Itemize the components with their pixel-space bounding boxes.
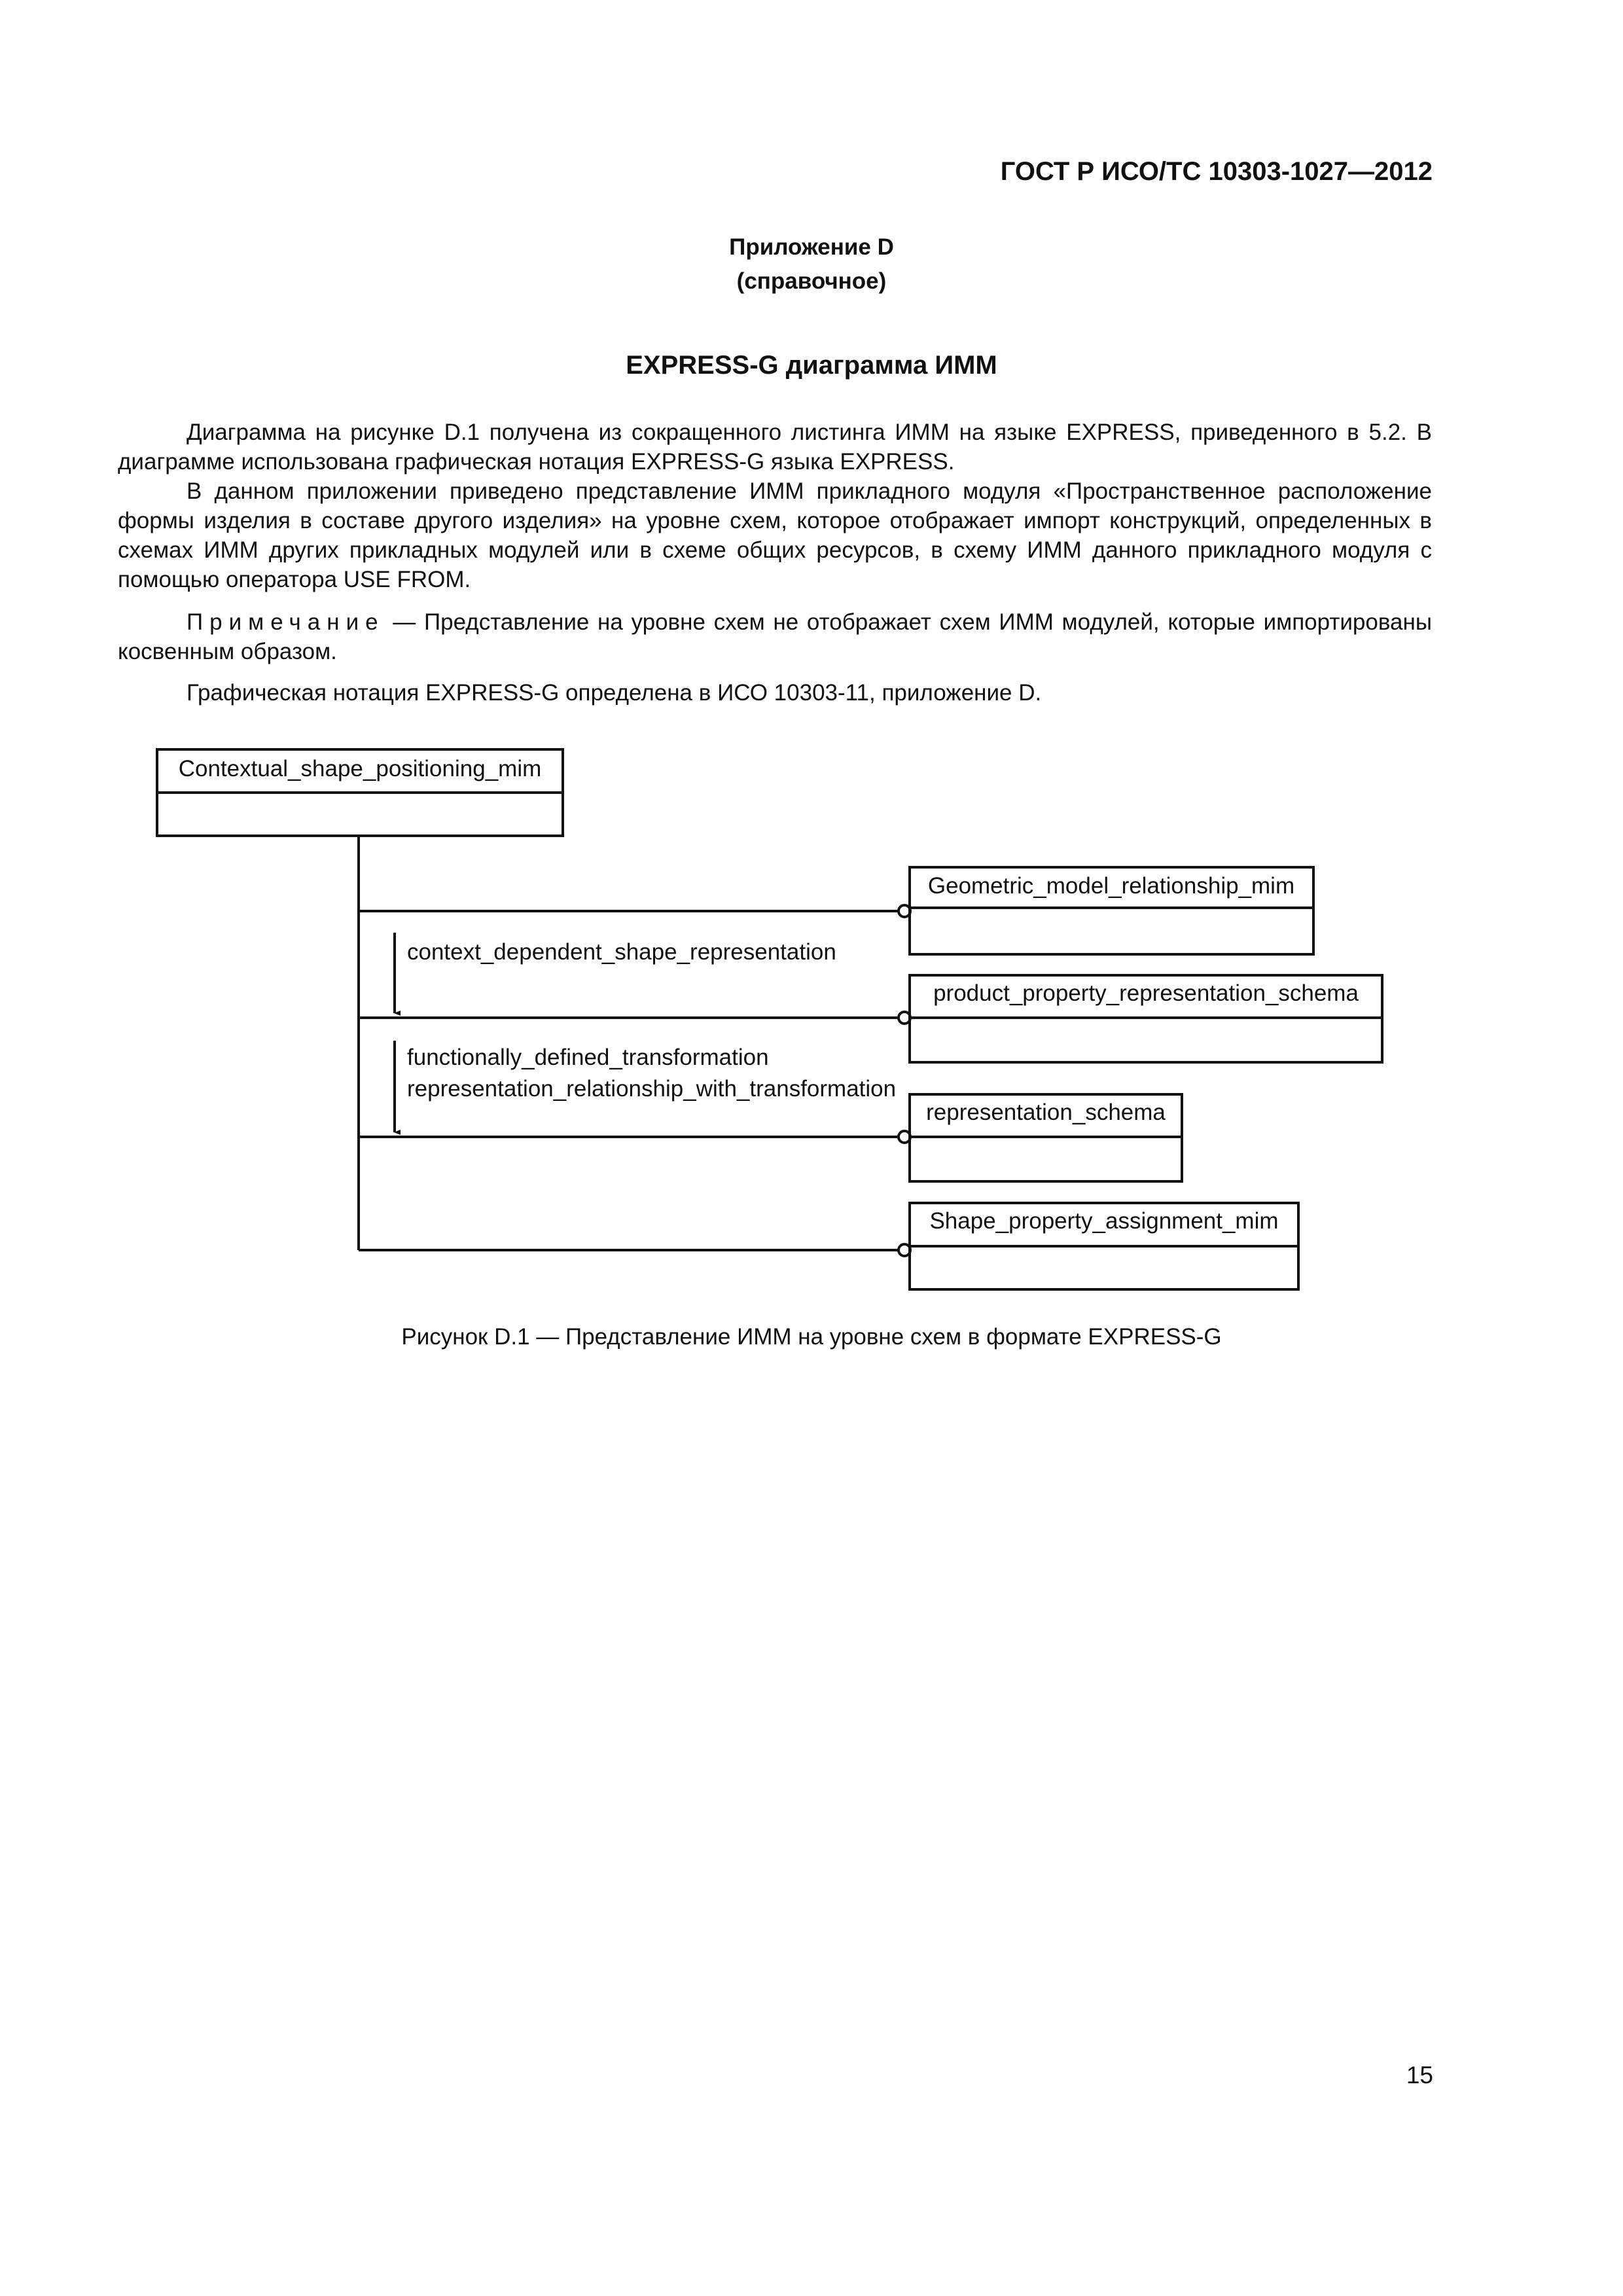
page-number: 15 — [1406, 2062, 1433, 2089]
schema-label: Geometric_model_relationship_mim — [927, 873, 1295, 899]
reference-label: representation_relationship_with_transformation — [407, 1076, 897, 1102]
paragraph-1: Диаграмма на рисунке D.1 получена из сокращенного листинга ИММ на языке EXPRESS, приведенного в 5.2. В диаграмме использована графическая нотация EXPRESS-G языка EXPRESS. — [118, 420, 1432, 475]
annex-title: Приложение D — [729, 234, 894, 260]
note-text: — Представление на уровне схем не отображает схем ИММ модулей, которые импортированы косвенным образом. — [118, 609, 1432, 664]
reference-label: functionally_defined_transformation — [407, 1045, 769, 1070]
note-label: Примечание — [187, 609, 385, 635]
section-title: EXPRESS-G диаграмма ИММ — [626, 351, 997, 380]
annex-type: (справочное) — [736, 268, 887, 294]
paragraph-2: В данном приложении приведено представление ИММ прикладного модуля «Пространственное расположение формы изделия в составе другого изделия» на уровне схем, которое отображает импорт конструкций, определенных в схемах ИММ других прикладных модулей или в схеме общих ресурсов, в схему ИММ данного прикладного модуля с помощью оператора USE FROM. — [118, 478, 1432, 592]
schema-label: Shape_property_assignment_mim — [929, 1208, 1279, 1234]
figure-caption: Рисунок D.1 — Представление ИММ на уровне схем в формате EXPRESS-G — [401, 1324, 1222, 1350]
schema-label: representation_schema — [926, 1100, 1166, 1125]
main-schema-label: Contextual_shape_positioning_mim — [178, 756, 542, 781]
paragraph-3: Графическая нотация EXPRESS-G определена в ИСО 10303-11, приложение D. — [187, 680, 1042, 706]
schema-label: product_property_representation_schema — [933, 980, 1359, 1006]
standard-designation: ГОСТ Р ИСО/ТС 10303-1027—2012 — [1000, 157, 1433, 186]
reference-label: context_dependent_shape_representation — [407, 939, 836, 965]
